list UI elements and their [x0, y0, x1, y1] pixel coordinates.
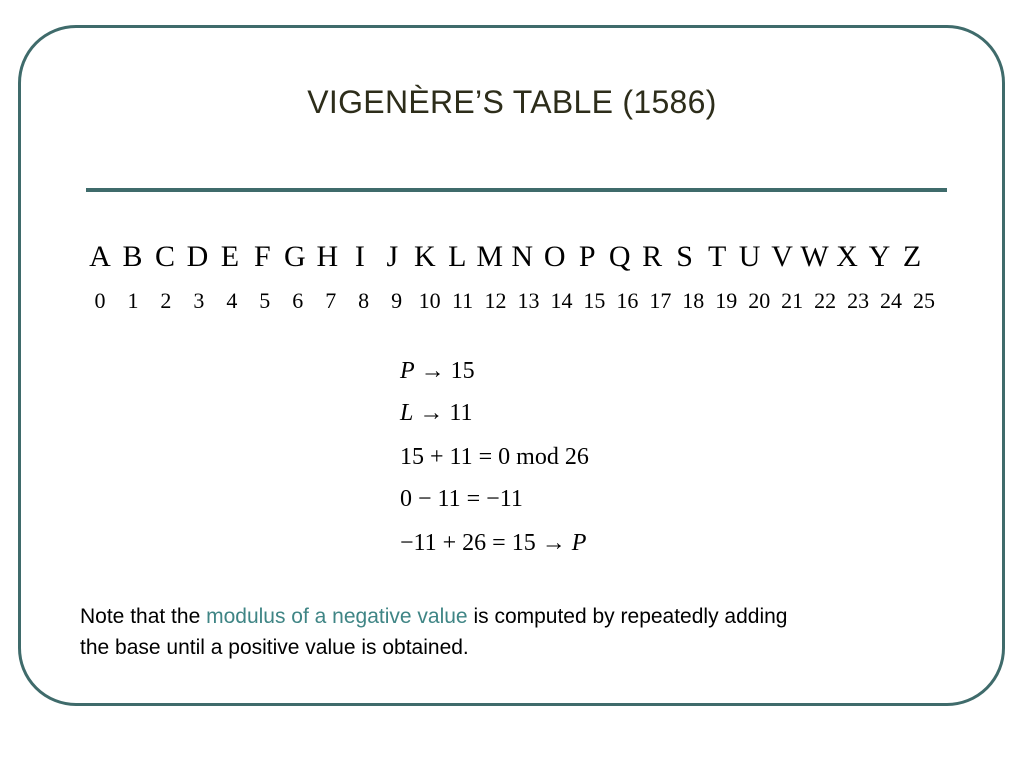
index-4: 4 [226, 288, 238, 313]
index-12: 12 [484, 288, 507, 313]
letter-17: R [642, 240, 663, 273]
equation-5-rhs: P [571, 530, 587, 556]
index-15: 15 [583, 288, 606, 313]
letter-24: Y [868, 240, 891, 273]
equation-1-rhs: 15 [450, 358, 475, 384]
note-text-end: is computed by repeatedly adding [467, 605, 788, 628]
index-3: 3 [193, 288, 205, 313]
letter-19: T [707, 240, 727, 273]
letter-2: C [154, 240, 175, 273]
index-24: 24 [880, 288, 903, 313]
equation-5-arrow: → [541, 530, 566, 556]
index-5: 5 [259, 288, 271, 313]
index-7: 7 [325, 288, 337, 313]
equation-4: 0 − 11 = −11 [400, 486, 523, 512]
alphabet-row [86, 240, 947, 280]
letter-18: S [676, 240, 693, 273]
letter-23: X [836, 240, 858, 273]
index-18: 18 [682, 288, 705, 313]
letter-25: Z [902, 240, 922, 273]
index-25: 25 [913, 288, 935, 313]
index-6: 6 [292, 288, 304, 313]
equation-2-rhs: 11 [449, 400, 473, 426]
index-14: 14 [550, 288, 573, 313]
letter-9: J [386, 240, 399, 273]
equation-1-lhs: P [400, 358, 415, 384]
equation-2-lhs: L [400, 400, 414, 426]
index-22: 22 [814, 288, 837, 313]
note-text-line2: the base until a positive value is obtained. [80, 636, 469, 659]
letter-10: K [413, 240, 436, 273]
equation-2 [400, 400, 472, 427]
letter-14: O [543, 240, 566, 273]
letter-11: L [448, 240, 467, 273]
index-10: 10 [418, 288, 441, 313]
note-text-start: Note that the [80, 605, 207, 628]
index-9: 9 [391, 288, 403, 313]
index-2: 2 [160, 288, 172, 313]
letter-0: A [89, 240, 111, 273]
equation-3: 15 + 11 = 0 mod 26 [400, 444, 589, 470]
note-highlight: modulus of a negative value [206, 605, 468, 628]
equation-1-arrow: → [420, 358, 445, 384]
letter-3: D [186, 240, 209, 273]
letter-13: N [511, 240, 534, 273]
letter-5: F [254, 240, 271, 273]
index-0: 0 [94, 288, 106, 313]
index-8: 8 [358, 288, 370, 313]
equation-1 [400, 358, 475, 385]
letter-8: I [354, 240, 365, 273]
index-row [86, 288, 947, 328]
index-1: 1 [127, 288, 139, 313]
index-23: 23 [847, 288, 870, 313]
letter-21: V [771, 240, 793, 273]
letter-6: G [284, 240, 306, 273]
equation-5-text: −11 + 26 = 15 [400, 530, 536, 556]
letter-4: E [220, 240, 240, 273]
letter-22: W [800, 240, 829, 273]
title-divider [86, 188, 947, 192]
letter-1: B [122, 240, 143, 273]
index-17: 17 [649, 288, 672, 313]
letter-7: H [316, 240, 339, 273]
index-11: 11 [451, 288, 474, 313]
letter-16: Q [608, 240, 631, 273]
letter-20: U [738, 240, 761, 273]
index-16: 16 [616, 288, 639, 313]
index-19: 19 [715, 288, 738, 313]
equation-5 [400, 530, 586, 557]
note-paragraph [80, 601, 960, 663]
index-13: 13 [517, 288, 540, 313]
page-title: VIGENÈRE’S TABLE (1586) [307, 84, 717, 120]
letter-15: P [578, 240, 596, 273]
equation-2-arrow: → [419, 400, 444, 426]
index-20: 20 [748, 288, 771, 313]
letter-12: M [476, 240, 504, 273]
index-21: 21 [781, 288, 804, 313]
